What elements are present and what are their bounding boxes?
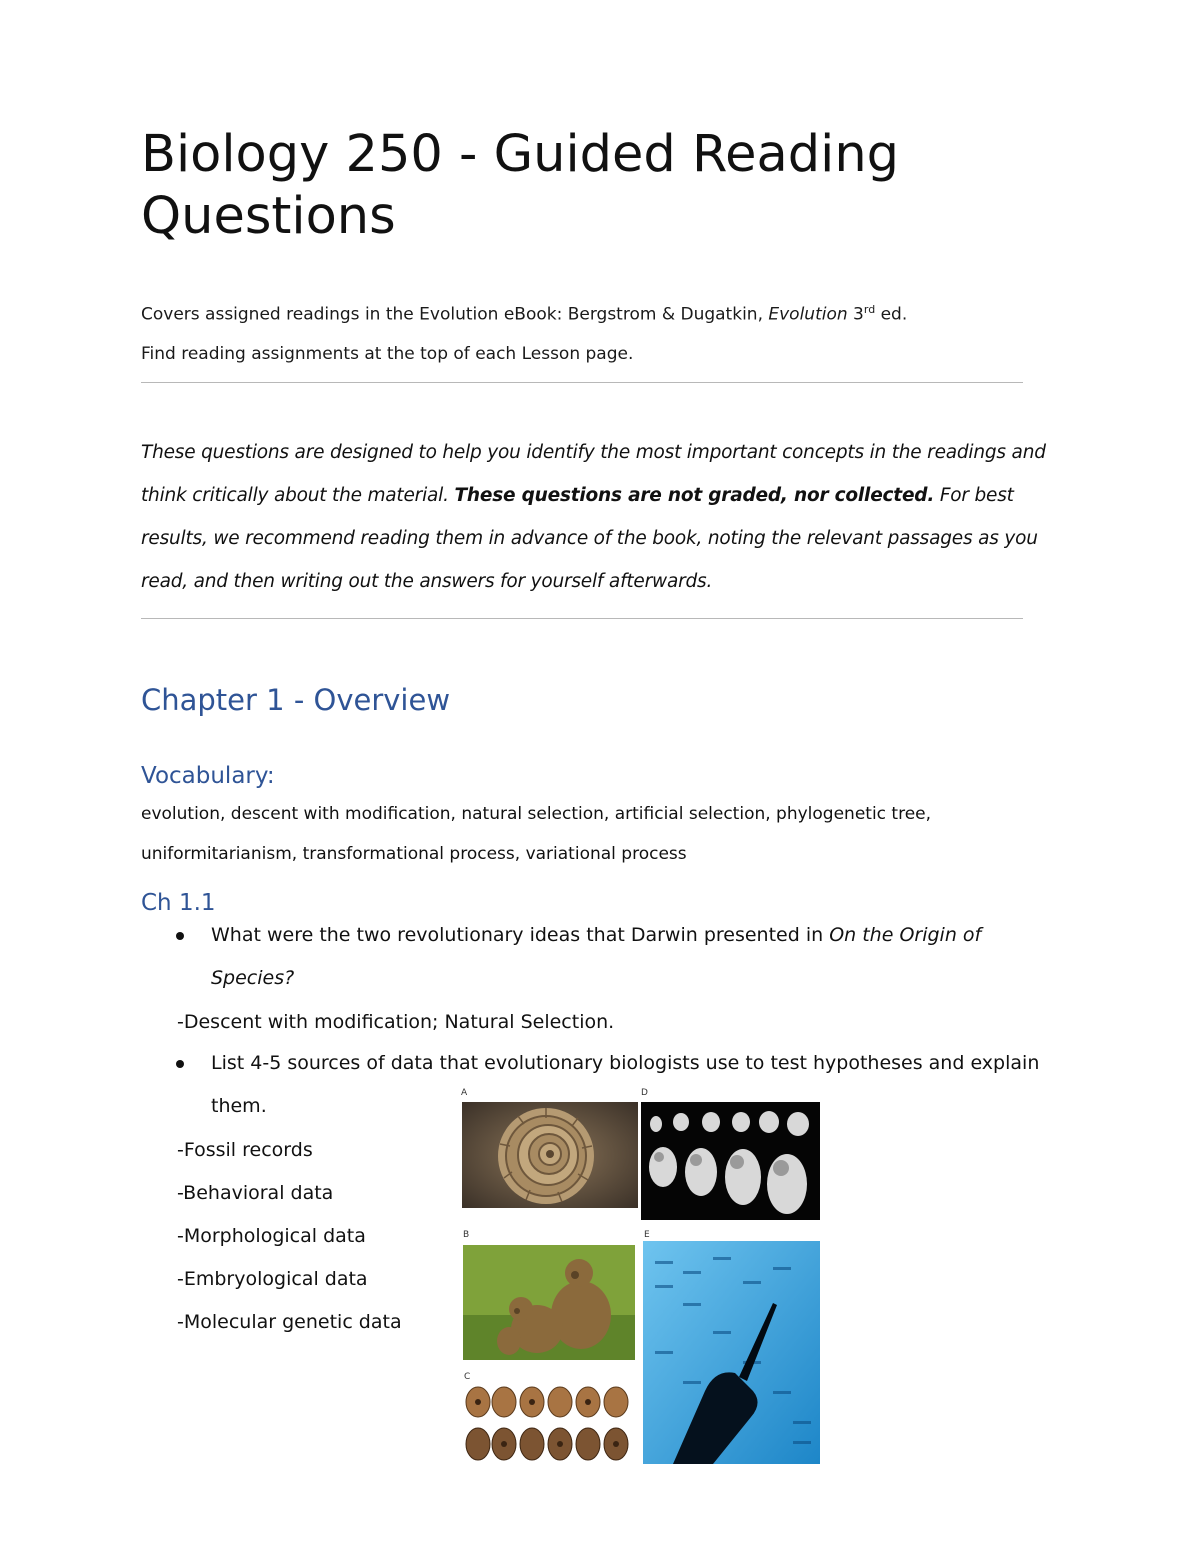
fossil-ammonite-image	[462, 1102, 638, 1208]
baboons-image	[463, 1245, 635, 1360]
answer-2-item: -Molecular genetic data	[177, 1311, 402, 1333]
figure-label-e: E	[644, 1230, 650, 1240]
figure-label-c: C	[464, 1372, 471, 1382]
figure-label-a: A	[461, 1088, 468, 1098]
edition-number: 3	[853, 304, 864, 325]
embryo-series-image	[641, 1102, 820, 1220]
answer-2-item: -Morphological data	[177, 1225, 366, 1247]
section-heading: Ch 1.1	[141, 890, 216, 916]
document-title: Biology 250 - Guided Reading Questions	[141, 125, 900, 246]
question-1-suffix: ?	[284, 967, 295, 989]
edition-superscript: rd	[863, 303, 876, 316]
intro-bold-note: These questions are not graded, nor collected.	[454, 485, 935, 506]
find-assignments-line: Find reading assignments at the top of each Lesson page.	[141, 344, 634, 364]
intro-paragraph	[141, 431, 1071, 603]
covers-suffix: ed.	[875, 304, 908, 325]
divider-top	[141, 382, 1023, 383]
vocabulary-heading: Vocabulary:	[141, 763, 275, 789]
book-title: Evolution	[768, 304, 848, 325]
question-1-book-title: On the Origin of Species	[211, 924, 982, 989]
chapter-heading: Chapter 1 - Overview	[141, 683, 451, 717]
answer-2-item: -Embryological data	[177, 1268, 368, 1290]
bullet-icon	[176, 1060, 184, 1068]
answer-2-item: -Behavioral data	[177, 1182, 334, 1204]
figure-label-b: B	[463, 1230, 470, 1240]
vocabulary-list: evolution, descent with modification, natural selection, artificial selection, phylogenetic tree, uniformitarianism, transformational process, variational process	[141, 804, 932, 864]
question-1	[211, 914, 1051, 1000]
covers-line	[141, 298, 907, 327]
intro-part2: For best results, we recommend reading them in advance of the book, noting the relevant passages as you read, and then writing out the answers for yourself afterwards.	[141, 485, 1038, 592]
answer-1: -Descent with modification; Natural Selection.	[177, 1011, 615, 1033]
butterfly-wings-image	[464, 1384, 636, 1466]
intro-part1: These questions are designed to help you identify the most important concepts in the readings and think critically about the material.	[141, 442, 1046, 506]
question-1-text: What were the two revolutionary ideas that Darwin presented in	[211, 924, 830, 946]
evidence-figure	[460, 1088, 830, 1468]
divider-bottom	[141, 618, 1023, 619]
answer-2-item: -Fossil records	[177, 1139, 313, 1161]
question-2: List 4-5 sources of data that evolutionary biologists use to test hypotheses and explain them.	[211, 1052, 1040, 1117]
covers-prefix: Covers assigned readings in the Evolution eBook: Bergstrom & Dugatkin,	[141, 304, 769, 325]
bullet-icon	[176, 932, 184, 940]
dna-gel-image	[643, 1241, 820, 1464]
figure-label-d: D	[641, 1088, 648, 1098]
